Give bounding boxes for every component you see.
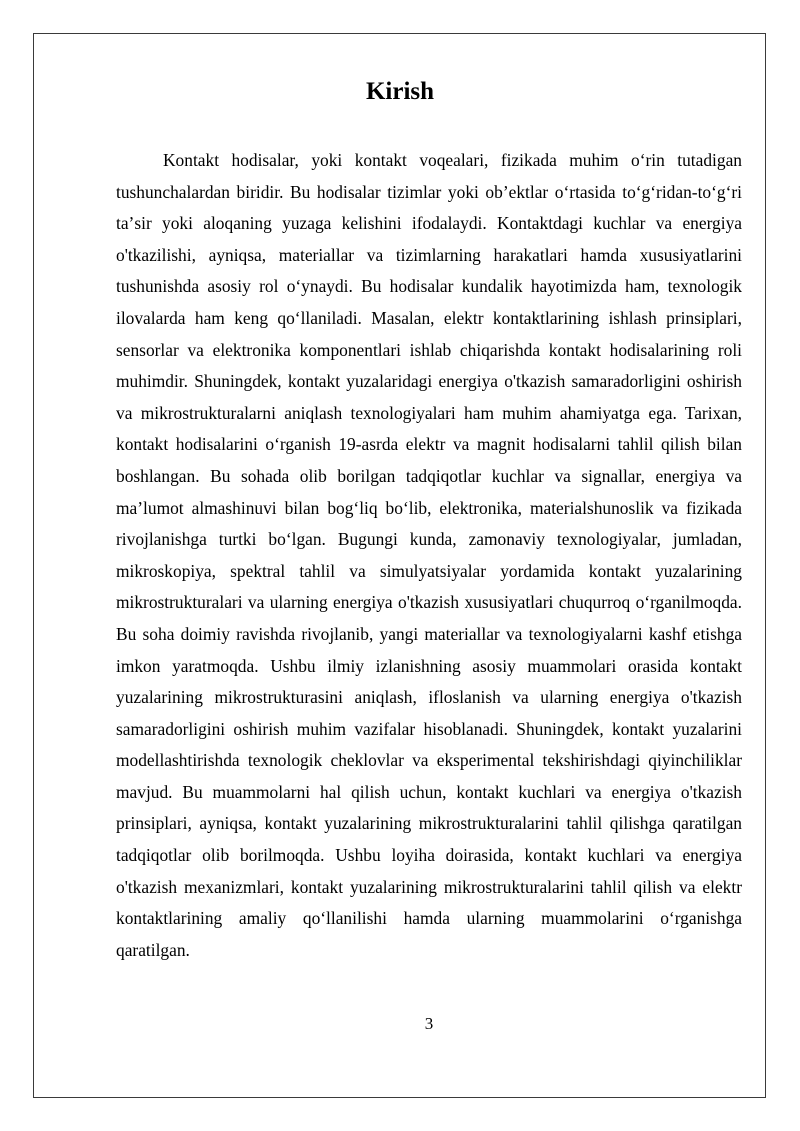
- page-title: Kirish: [365, 78, 435, 105]
- page-number: 3: [424, 1014, 434, 1033]
- body-paragraph: Kontakt hodisalar, yoki kontakt voqealari, fizikada muhim oʻrin tutadigan tushunchalardan biridir. Bu hodisalar tizimlar yoki obʼektlar oʻrtasida toʻgʻridan-toʻgʻri taʼsir yoki aloqaning yuzaga kelishini ifodalaydi. Kontaktdagi kuchlar va energiya o'tkazilishi, ayniqsa, materiallar va tizimlarning harakatlari hamda xususiyatlarini tushunishda asosiy rol oʻynaydi. Bu hodisalar kundalik hayotimizda ham, texnologik ilovalarda ham keng qoʻllaniladi. Masalan, elektr kontaktlarining ishlash prinsiplari, sensorlar va elektronika komponentlari ishlab chiqarishda kontakt hodisalarining roli muhimdir. Shuningdek, kontakt yuzalaridagi energiya o'tkazish samaradorligini oshirish va mikrostrukturalarni aniqlash texnologiyalari ham muhim ahamiyatga ega. Tarixan, kontakt hodisalarini oʻrganish 19-asrda elektr va magnit hodisalarni tahlil qilish bilan boshlangan. Bu sohada olib borilgan tadqiqotlar kuchlar va signallar, energiya va maʼlumot almashinuvi bilan bogʻliq boʻlib, elektronika, materialshunoslik va fizikada rivojlanishga turtki boʻlgan. Bugungi kunda, zamonaviy texnologiyalar, jumladan, mikroskopiya, spektral tahlil va simulyatsiyalar yordamida kontakt yuzalarining mikrostrukturalari va ularning energiya o'tkazish xususiyatlari chuqurroq oʻrganilmoqda. Bu soha doimiy ravishda rivojlanib, yangi materiallar va texnologiyalarni kashf etishga imkon yaratmoqda. Ushbu ilmiy izlanishning asosiy muammolari orasida kontakt yuzalarining mikrostrukturasini aniqlash, ifloslanish va ularning energiya o'tkazish samaradorligini oshirish muhim vazifalar hisoblanadi. Shuningdek, kontakt yuzalarini modellashtirishda texnologik cheklovlar va eksperimental tekshirishdagi qiyinchiliklar mavjud. Bu muammolarni hal qilish uchun, kontakt kuchlari va energiya o'tkazish prinsiplari, ayniqsa, kontakt yuzalarining mikrostrukturalarini tahlil qilishga qaratilgan tadqiqotlar olib borilmoqda. Ushbu loyiha doirasida, kontakt kuchlari va energiya o'tkazish mexanizmlari, kontakt yuzalarining mikrostrukturalarini tahlil qilish va elektr kontaktlarining amaliy qoʻllanilishi hamda ularning muammolarini oʻrganishga qaratilgan.: [116, 150, 742, 960]
